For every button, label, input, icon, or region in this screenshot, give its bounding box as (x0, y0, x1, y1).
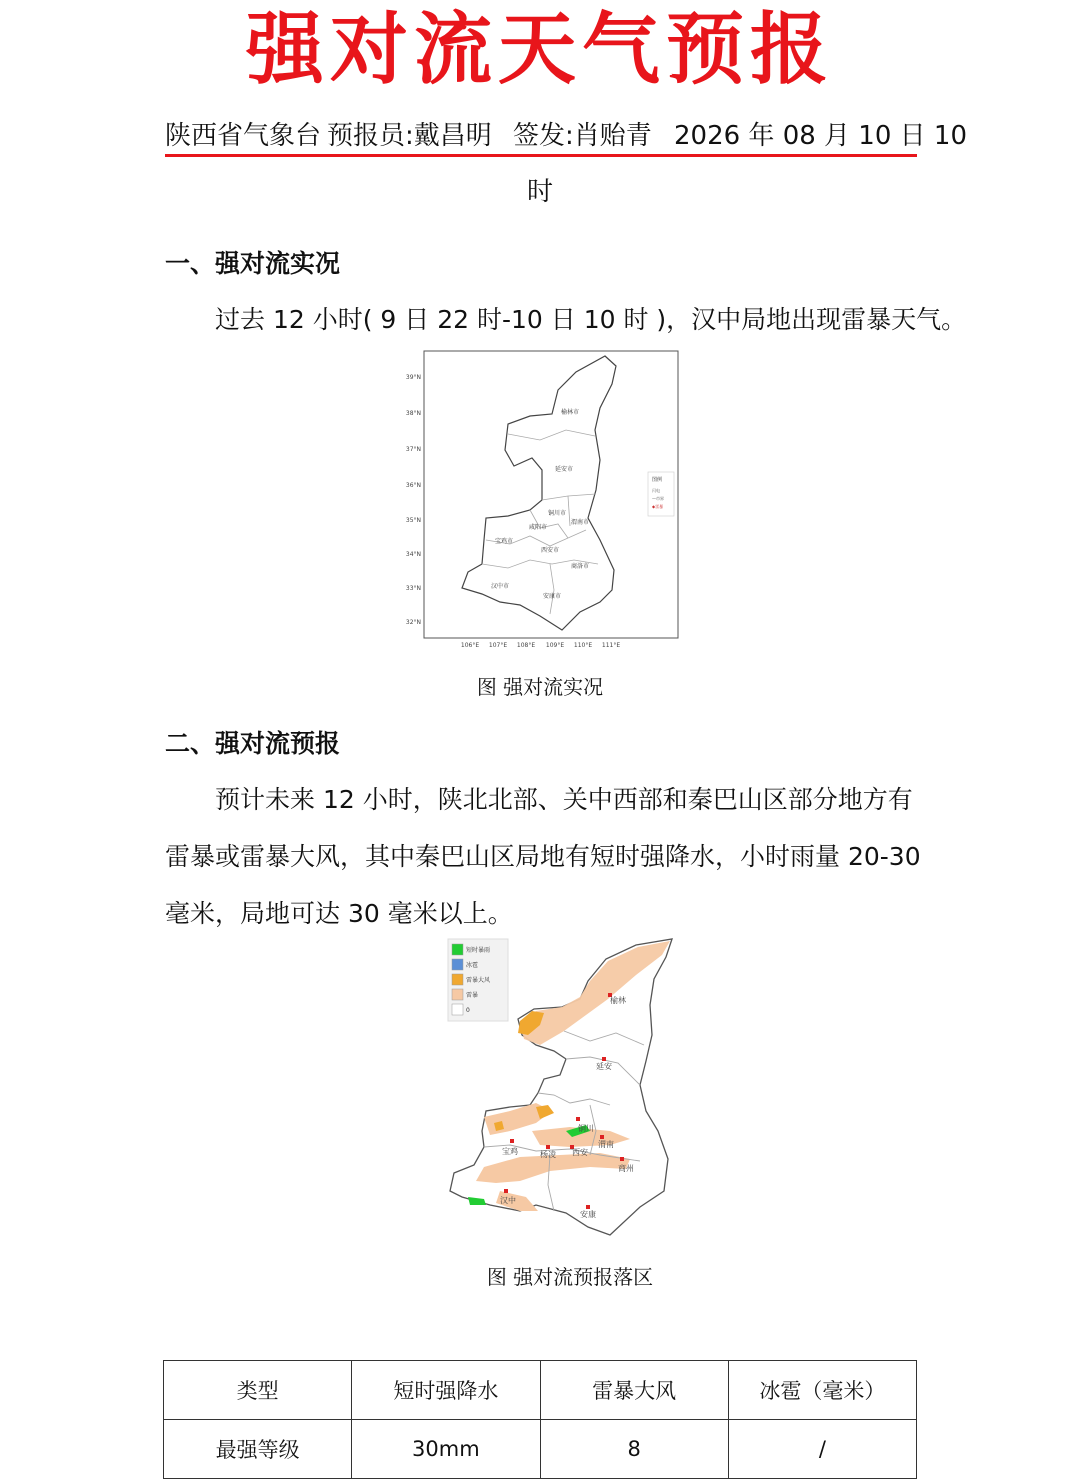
legend-swatch (452, 944, 463, 955)
city-label: 商洛市 (570, 563, 590, 570)
lon-tick: 109°E (545, 642, 565, 649)
agency-name: 陕西省气象台 (165, 121, 322, 151)
city-label: 商州 (618, 1164, 634, 1173)
observed-map-caption: 图 强对流实况 (476, 675, 604, 699)
city-label: 铜川市 (547, 510, 567, 517)
legend-swatch (452, 1004, 463, 1015)
legend-swatch (452, 974, 463, 985)
legend-label: 雷暴 (466, 992, 479, 999)
table-header-row (164, 1361, 917, 1420)
lat-tick: 38°N (405, 410, 421, 417)
section2-heading: 二、强对流预报 (165, 729, 341, 758)
legend-swatch (452, 989, 463, 1000)
table-cell: 8 (540, 1420, 728, 1479)
city-label: 汉中 (500, 1196, 516, 1205)
city-label: 西安 (572, 1148, 588, 1157)
legend-item: 闪电 (652, 488, 660, 493)
lat-tick: 33°N (405, 585, 421, 592)
city-label: 渭南市 (570, 519, 590, 526)
city-label: 延安 (596, 1062, 612, 1071)
legend-label: 短时暴雨 (466, 947, 491, 954)
city-label: 安康 (580, 1210, 596, 1219)
table-header-cell: 短时强降水 (352, 1361, 540, 1420)
city-label: 渭南 (598, 1140, 614, 1149)
city-label: 宝鸡 (502, 1147, 518, 1156)
table-header-cell: 类型 (164, 1361, 352, 1420)
city-label: 杨凌 (540, 1150, 556, 1159)
lat-tick: 36°N (405, 482, 421, 489)
city-label: 安康市 (542, 593, 562, 600)
issuer-name: 签发:肖贻青 (513, 121, 652, 151)
observed-convection-map (390, 350, 690, 650)
city-label: 榆林 (610, 996, 626, 1005)
lon-tick: 107°E (488, 642, 508, 649)
table-header-cell: 冰雹（毫米） (728, 1361, 916, 1420)
section2-paragraph-line: 雷暴或雷暴大风，其中秦巴山区局地有短时强降水，小时雨量 20-30 (165, 842, 921, 871)
city-label: 咸阳市 (528, 524, 548, 531)
forecast-map-caption: 图 强对流预报落区 (486, 1265, 654, 1289)
forecast-area-map (440, 935, 680, 1245)
section1-heading: 一、强对流实况 (165, 249, 341, 278)
city-label: 榆林市 (560, 409, 580, 416)
table-cell: 最强等级 (164, 1420, 352, 1479)
lat-tick: 39°N (405, 374, 421, 381)
forecaster-name: 预报员:戴昌明 (327, 121, 492, 151)
lat-tick: 35°N (405, 517, 421, 524)
city-label: 宝鸡市 (494, 538, 514, 545)
table-row (164, 1420, 917, 1479)
lat-tick: 34°N (405, 551, 421, 558)
table-header-cell: 雷暴大风 (540, 1361, 728, 1420)
forecast-map-legend (448, 939, 508, 1021)
lat-tick: 32°N (405, 619, 421, 626)
lon-tick: 110°E (573, 642, 593, 649)
lon-tick: 108°E (516, 642, 536, 649)
section2-paragraph-line: 毫米，局地可达 30 毫米以上。 (165, 899, 513, 928)
max-intensity-table (163, 1360, 917, 1479)
legend-label: 雷暴大风 (466, 977, 491, 984)
table-cell: 30mm (352, 1420, 540, 1479)
city-label: 西安市 (540, 547, 560, 554)
observed-map-legend (648, 472, 674, 516)
issuance-header (165, 118, 968, 154)
city-label: 延安市 (554, 466, 574, 473)
section2-paragraph-line: 预计未来 12 小时，陕北北部、关中西部和秦巴山区部分地方有 (215, 785, 913, 814)
lat-tick: 37°N (405, 446, 421, 453)
city-label: 汉中市 (490, 583, 510, 590)
document-title: 强对流天气预报 (245, 5, 834, 95)
issue-datetime: 2026 年 08 月 10 日 10 (674, 121, 968, 151)
legend-item: ◆雷暴 (652, 504, 664, 509)
lon-tick: 106°E (460, 642, 480, 649)
legend-label: 冰雹 (466, 962, 479, 969)
legend-title: 图例 (652, 477, 663, 483)
section1-paragraph: 过去 12 小时( 9 日 22 时-10 日 10 时 )，汉中局地出现雷暴天气。 (215, 305, 967, 334)
legend-item: —市界 (652, 496, 664, 501)
table-cell: / (728, 1420, 916, 1479)
legend-swatch (452, 959, 463, 970)
legend-label: 0 (466, 1007, 470, 1014)
city-label: 铜川 (578, 1124, 594, 1133)
lon-tick: 111°E (601, 642, 621, 649)
header-divider (165, 154, 917, 157)
issue-datetime-continued: 时 (526, 177, 553, 207)
